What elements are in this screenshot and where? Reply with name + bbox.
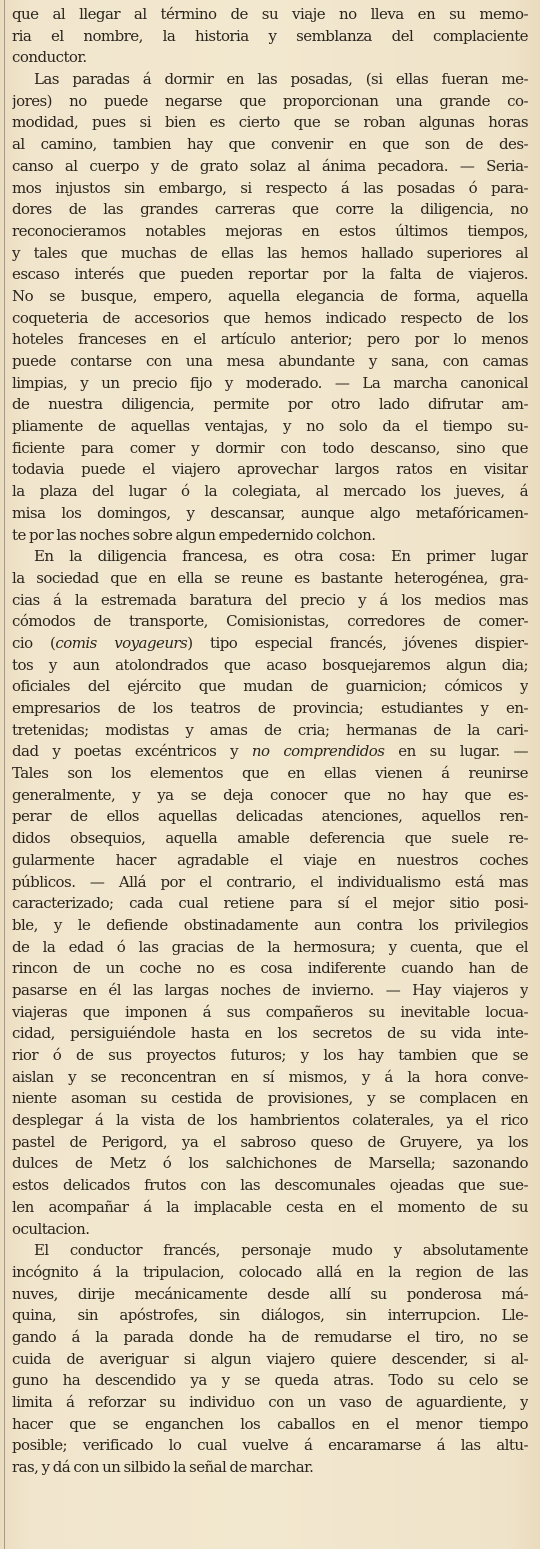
- text-line: niente asoman su cestida de provisiones, y se complacen en: [12, 1089, 528, 1108]
- text-line: didos obsequios, aquella amable deferencia que suele re-: [12, 829, 528, 848]
- text-line: Tales son los elementos que en ellas vienen á reunirse: [12, 764, 528, 783]
- text-line: tos y aun atolondrados que acaso bosquejaremos algun dia;: [12, 655, 528, 674]
- text-line: No se busque, empero, aquella elegancia de forma, aquella: [12, 286, 528, 305]
- text-line: hacer que se enganchen los caballos en el menor tiempo: [12, 1414, 528, 1433]
- text-line: jores) no puede negarse que proporcionan una grande co-: [12, 91, 528, 110]
- text-line: dores de las grandes carreras que corre la diligencia, no: [12, 200, 528, 219]
- text-line: la sociedad que en ella se reune es bastante heterogénea, gra-: [12, 568, 528, 587]
- text-line: rior ó de sus proyectos futuros; y los hay tambien que se: [12, 1046, 528, 1064]
- text-line: cio (comis voyageurs) tipo especial francés, jóvenes dispier-: [12, 633, 528, 652]
- text-line: El conductor francés, personaje mudo y absolutamente: [34, 1241, 528, 1260]
- italic-phrase: comis voyageurs: [55, 633, 188, 652]
- text-line: pliamente de aquellas ventajas, y no solo da el tiempo su-: [12, 417, 528, 436]
- text-line: En la diligencia francesa, es otra cosa: En primer lugar: [34, 547, 528, 566]
- text-line: Las paradas á dormir en las posadas, (si ellas fueran me-: [34, 70, 528, 89]
- text-line: viajeras que imponen á sus compañeros su inevitable locua-: [12, 1002, 528, 1021]
- text-line: de la edad ó las gracias de la hermosura; y cuenta, que el: [12, 937, 528, 956]
- text-line: nuves, dirije mecánicamente desde allí su ponderosa má-: [12, 1284, 528, 1303]
- text-line: mos injustos sin embargo, si respecto á las posadas ó para-: [12, 178, 528, 197]
- text-line: hoteles franceses en el artículo anterior; pero por lo menos: [12, 330, 528, 349]
- text-line: pasarse en él las largas noches de invierno. — Hay viajeros y: [12, 980, 528, 999]
- text-line: al camino, tambien hay que convenir en que son de des-: [12, 135, 528, 154]
- text-line: cuida de averiguar si algun viajero quiere descender, si al-: [12, 1349, 528, 1368]
- text-line: estos delicados frutos con las descomunales ojeadas que sue-: [12, 1176, 528, 1195]
- text-line: generalmente, y ya se deja conocer que no hay que es-: [12, 785, 528, 804]
- text-line: ficiente para comer y dormir con todo descanso, sino que: [12, 438, 528, 457]
- text-line: modidad, pues si bien es cierto que se roban algunas horas: [12, 113, 528, 132]
- text-line: empresarios de los teatros de provincia; estudiantes y en-: [12, 699, 528, 717]
- text-line: oficiales del ejército que mudan de guarnicion; cómicos y: [12, 677, 528, 696]
- article-text: [12, 4, 528, 1479]
- text-line: ras, y dá con un silbido la señal de marchar.: [12, 1458, 314, 1477]
- text-line: limpias, y un precio fijo y moderado. — La marcha canonical: [12, 373, 528, 392]
- text-line: dad y poetas excéntricos y no comprendidos en su lugar. —: [12, 742, 528, 761]
- text-line: aislan y se reconcentran en sí mismos, y á la hora conve-: [12, 1067, 528, 1086]
- text-line: gando á la parada donde ha de remudarse el tiro, no se: [12, 1327, 528, 1346]
- text-line: cómodos de transporte, Comisionistas, corredores de comer-: [12, 612, 528, 631]
- text-line: la plaza del lugar ó la colegiata, al mercado los jueves, á: [12, 482, 528, 501]
- text-line: gularmente hacer agradable el viaje en nuestros coches: [12, 850, 528, 869]
- text-line: perar de ellos aquellas delicadas atenciones, aquellos ren-: [12, 807, 528, 826]
- text-line: misa los domingos, y descansar, aunque algo metafóricamen-: [12, 503, 528, 522]
- text-line: incógnito á la tripulacion, colocado allá en la region de las: [12, 1262, 528, 1281]
- text-line: reconocieramos notables mejoras en estos últimos tiempos,: [12, 221, 528, 240]
- text-line: y tales que muchas de ellas las hemos hallado superiores al: [12, 243, 528, 262]
- text-line: ocultacion.: [12, 1219, 90, 1238]
- text-line: ria el nombre, la historia y semblanza del complaciente: [12, 26, 528, 45]
- text-line: dulces de Metz ó los salchichones de Marsella; sazonando: [12, 1154, 528, 1173]
- text-line: tretenidas; modistas y amas de cria; hermanas de la cari-: [12, 720, 528, 739]
- text-line: conductor.: [12, 48, 87, 67]
- text-line: limita á reforzar su individuo con un vaso de aguardiente, y: [12, 1393, 528, 1411]
- text-line: cias á la estremada baratura del precio y á los medios mas: [12, 590, 528, 609]
- text-line: canso al cuerpo y de grato solaz al ánima pecadora. — Seria-: [12, 156, 528, 175]
- text-line: coqueteria de accesorios que hemos indicado respecto de los: [12, 308, 528, 327]
- text-line: caracterizado; cada cual retiene para sí el mejor sitio posi-: [12, 894, 528, 913]
- column-rule: [4, 0, 5, 1549]
- italic-phrase: no comprendidos: [251, 742, 385, 761]
- text-line: guno ha descendido ya y se queda atras. Todo su celo se: [12, 1371, 528, 1390]
- text-line: quina, sin apóstrofes, sin diálogos, sin interrupcion. Lle-: [12, 1306, 528, 1325]
- text-line: todavia puede el viajero aprovechar largos ratos en visitar: [12, 460, 528, 479]
- text-line: públicos. — Allá por el contrario, el individualismo está mas: [12, 872, 528, 891]
- text-line: desplegar á la vista de los hambrientos colaterales, ya el rico: [12, 1111, 528, 1130]
- text-line: te por las noches sobre algun empedernido colchon.: [12, 525, 376, 544]
- text-line: ble, y le defiende obstinadamente aun contra los privilegios: [12, 915, 528, 934]
- text-line: cidad, persiguiéndole hasta en los secretos de su vida inte-: [12, 1024, 528, 1043]
- text-line: que al llegar al término de su viaje no lleva en su memo-: [12, 5, 528, 23]
- text-line: posible; verificado lo cual vuelve á encaramarse á las altu-: [12, 1436, 528, 1455]
- text-line: de nuestra diligencia, permite por otro lado difrutar am-: [12, 395, 528, 414]
- text-line: pastel de Perigord, ya el sabroso queso de Gruyere, ya los: [12, 1132, 528, 1151]
- text-line: escaso interés que pueden reportar por la falta de viajeros.: [12, 265, 528, 284]
- text-line: len acompañar á la implacable cesta en el momento de su: [12, 1197, 528, 1216]
- text-line: rincon de un coche no es cosa indiferente cuando han de: [12, 959, 528, 978]
- text-line: puede contarse con una mesa abundante y sana, con camas: [12, 352, 528, 370]
